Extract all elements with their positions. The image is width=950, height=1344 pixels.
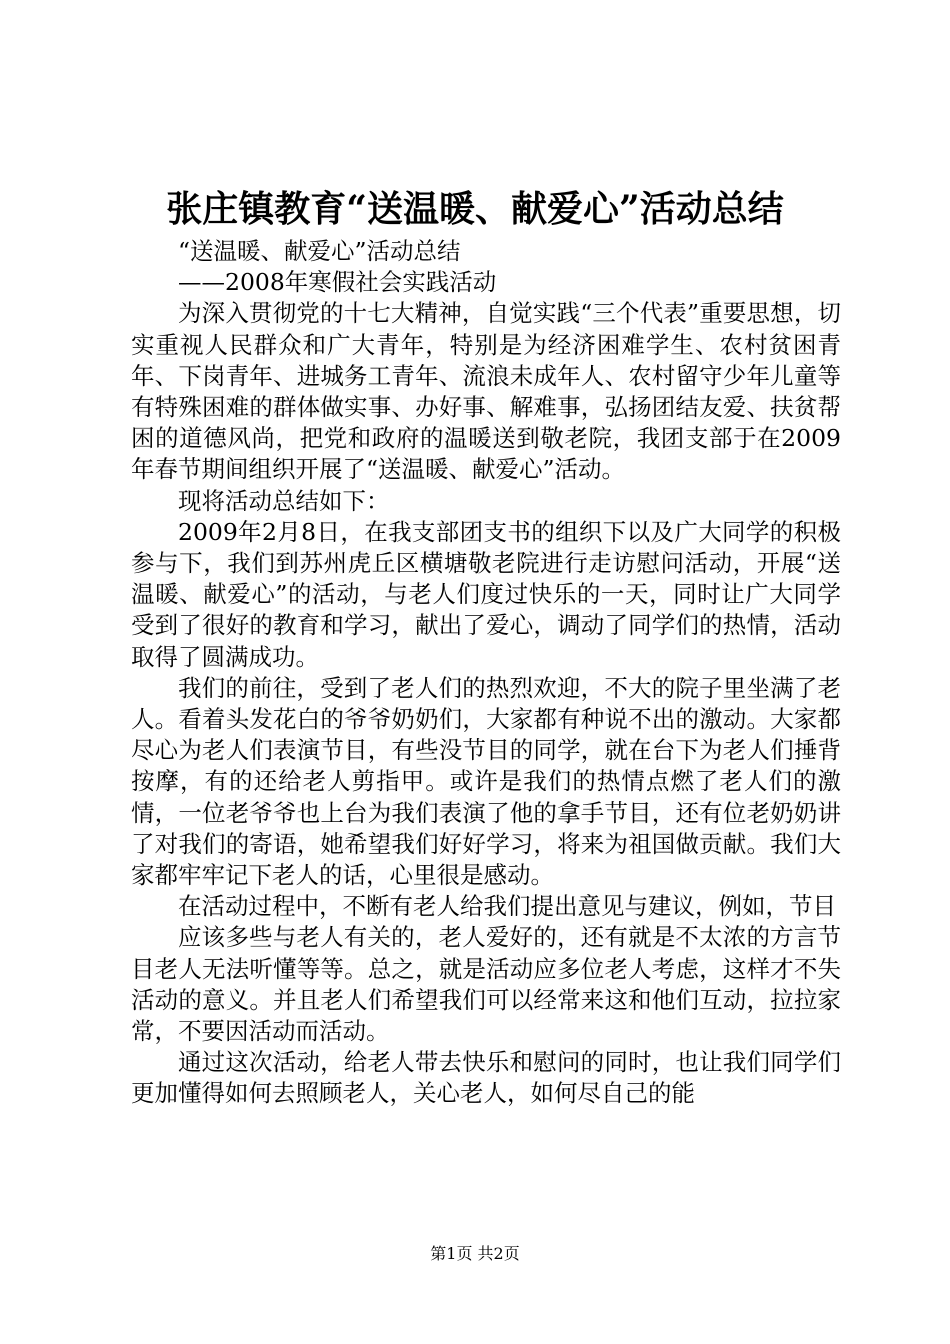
page-footer: 第1页 共2页 — [430, 1244, 520, 1263]
paragraph-visit: 2009年2月8日，在我支部团支书的组织下以及广大同学的积极参与下，我们到苏州虎丘区横塘敬老院进行走访慰问活动，开展“送温暖、献爱心”的活动，与老人们度过快乐的一天，同时让广大同学受到了很好的教育和学习，献出了爱心，调动了同学们的热情，活动取得了圆满成功。 — [131, 517, 841, 671]
paragraph-intro: 为深入贯彻党的十七大精神，自觉实践“三个代表”重要思想，切实重视人民群众和广大青年，特别是为经济困难学生、农村贫困青年、下岗青年、进城务工青年、流浪未成年人、农村留守少年儿童等有特殊困难的群体做实事、办好事、解难事，弘扬团结友爱、扶贫帮困的道德风尚，把党和政府的温暖送到敬老院，我团支部于在2009年春节期间组织开展了“送温暖、献爱心”活动。 — [131, 299, 841, 484]
paragraph-welcome: 我们的前往，受到了老人们的热烈欢迎，不大的院子里坐满了老人。看着头发花白的爷爷奶奶们，大家都有种说不出的激动。大家都尽心为老人们表演节目，有些没节目的同学，就在台下为老人们捶背按摩，有的还给老人剪指甲。或许是我们的热情点燃了老人们的激情，一位老爷爷也上台为我们表演了他的拿手节目，还有位老奶奶讲了对我们的寄语，她希望我们好好学习，将来为祖国做贡献。我们大家都牢牢记下老人的话，心里很是感动。 — [131, 673, 841, 890]
paragraph-conclusion: 通过这次活动，给老人带去快乐和慰问的同时，也让我们同学们更加懂得如何去照顾老人，关心老人，如何尽自己的能 — [131, 1048, 841, 1108]
paragraph-suggestions: 在活动过程中，不断有老人给我们提出意见与建议，例如，节目 — [178, 892, 836, 921]
document-title: 张庄镇教育“送温暖、献爱心”活动总结 — [166, 188, 784, 230]
paragraph-subheading: ——2008年寒假社会实践活动 — [178, 268, 497, 297]
paragraph-suggestions-cont: 应该多些与老人有关的，老人爱好的，还有就是不太浓的方言节目老人无法听懂等等。总之，就是活动应多位老人考虑，这样才不失活动的意义。并且老人们希望我们可以经常来这和他们互动，拉拉家常，不要因活动而活动。 — [131, 923, 841, 1046]
paragraph-subtitle: “送温暖、献爱心”活动总结 — [178, 237, 461, 265]
paragraph-summary-lead: 现将活动总结如下： — [178, 486, 390, 515]
document-body — [131, 236, 841, 1110]
